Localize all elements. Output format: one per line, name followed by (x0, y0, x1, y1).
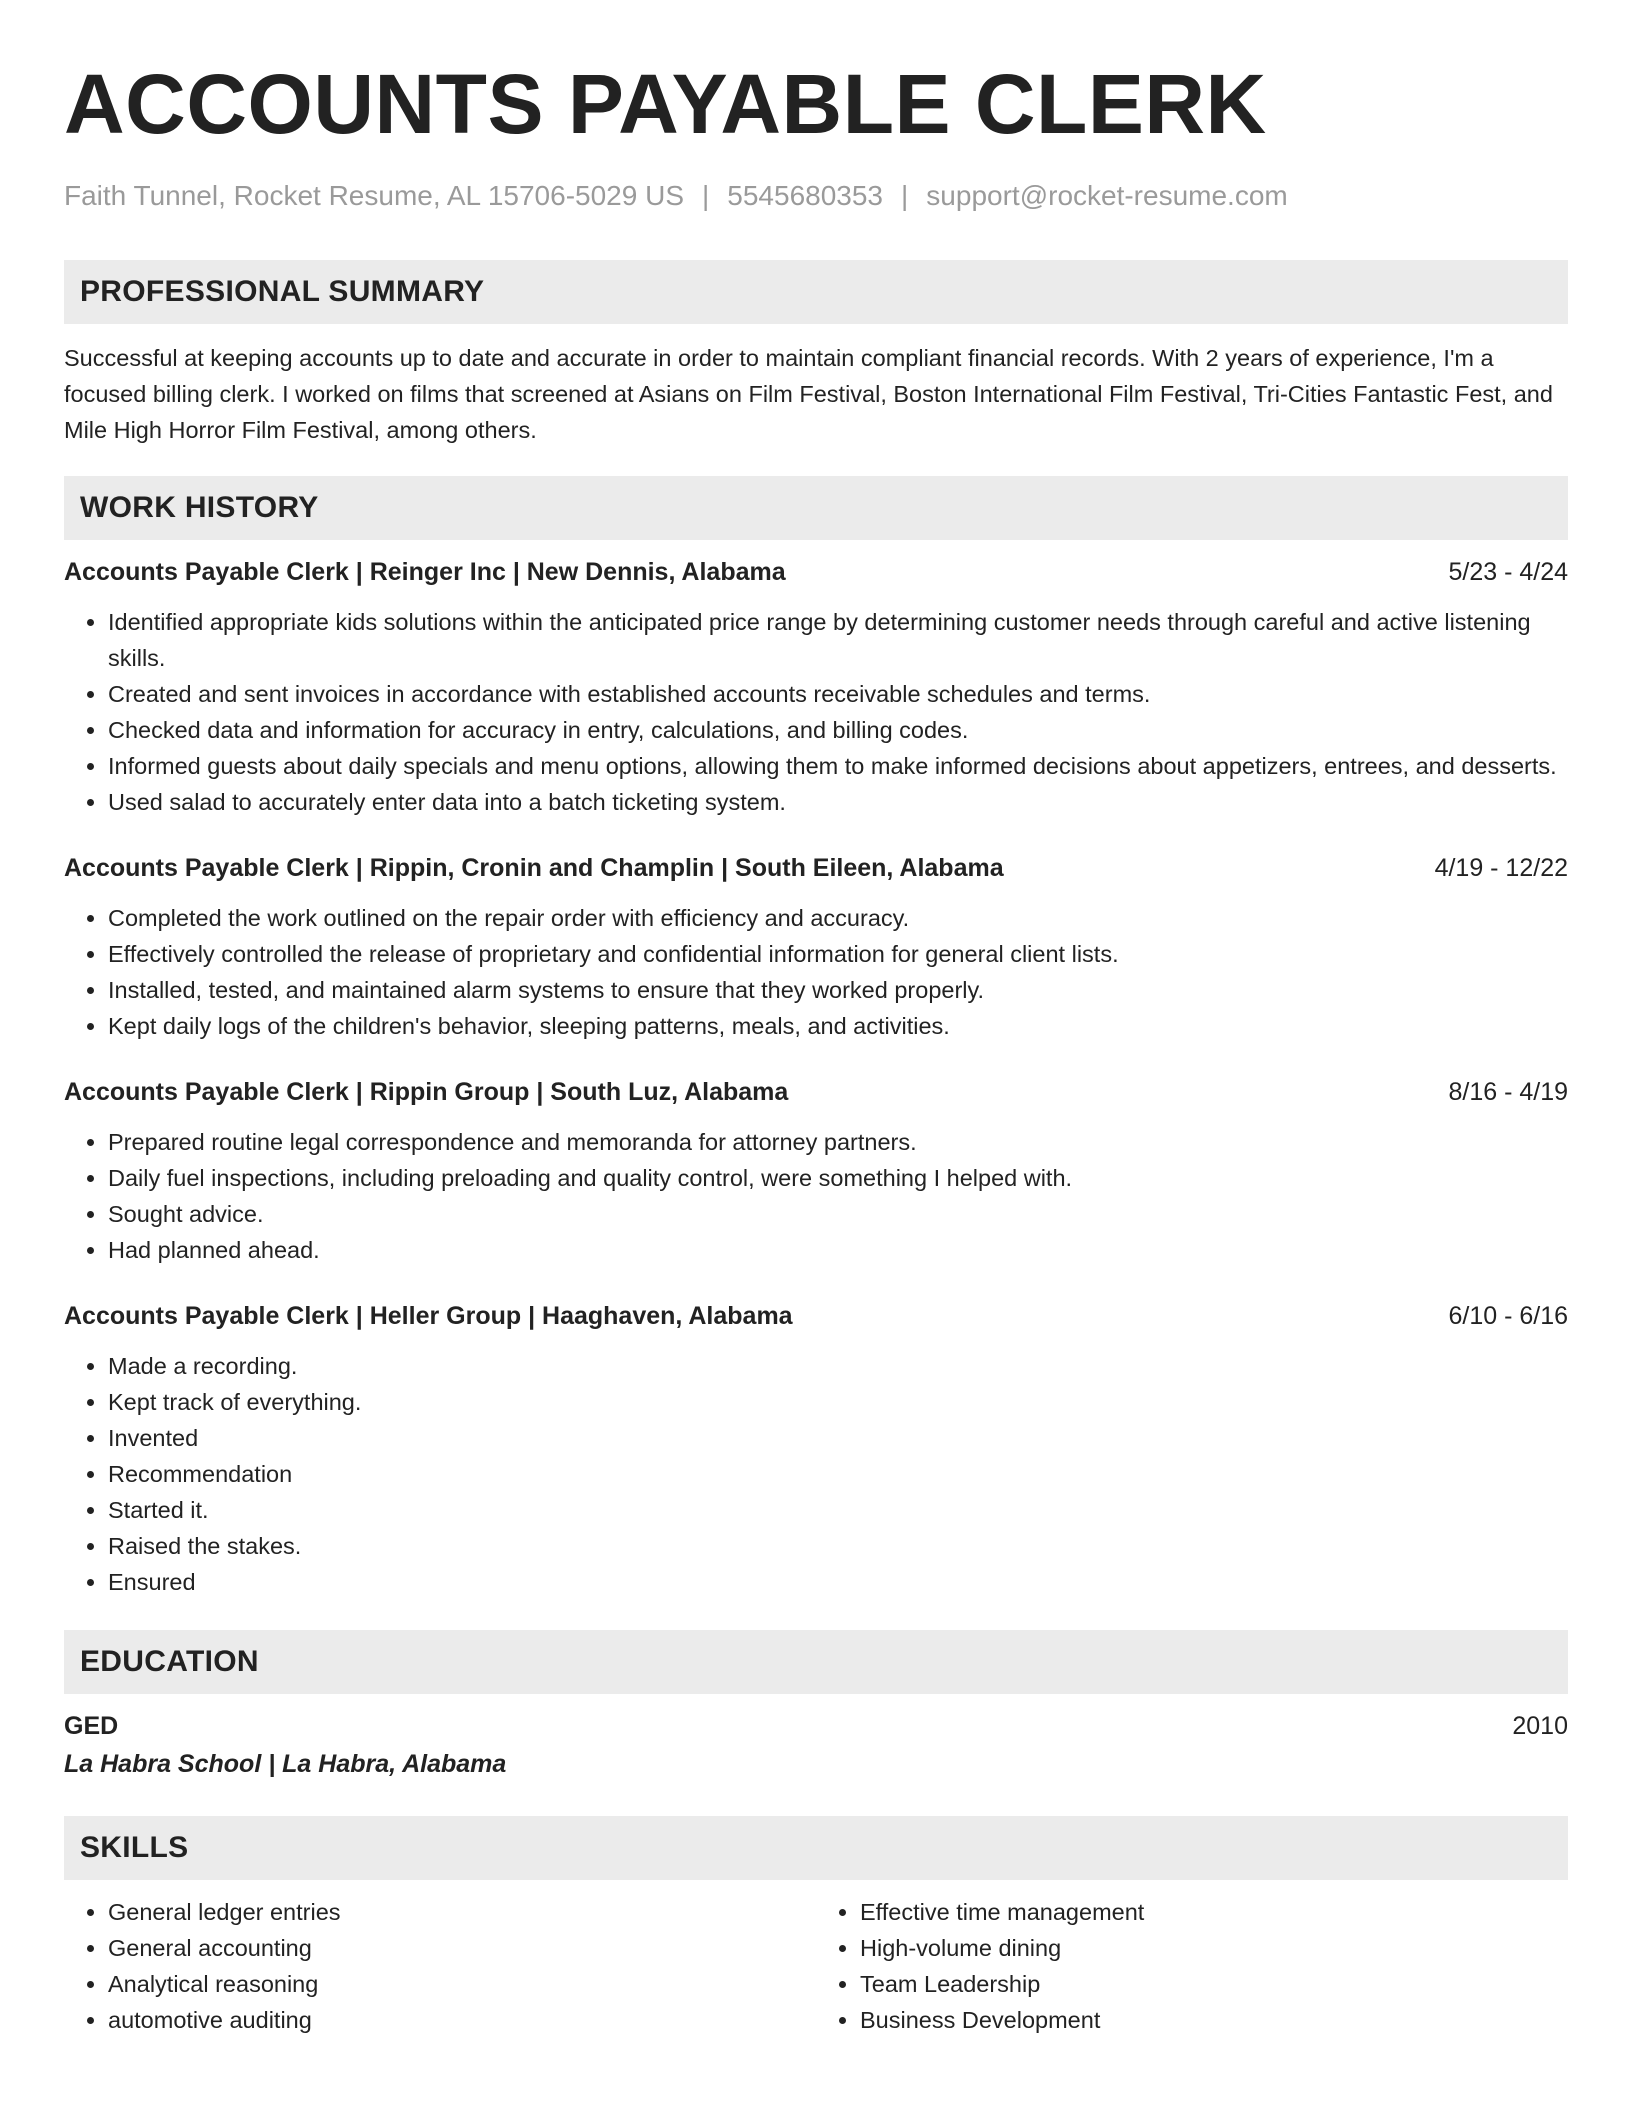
job-bullet: • Kept track of everything. (108, 1384, 1568, 1420)
skill-item: • Business Development (860, 2002, 1568, 2038)
job-dates: 5/23 - 4/24 (1448, 558, 1568, 586)
skills-columns (64, 1880, 1568, 2038)
job-header (64, 850, 1568, 886)
job-entry (64, 850, 1568, 1044)
resume-title: ACCOUNTS PAYABLE CLERK (64, 57, 1267, 151)
job-bullet: • Checked data and information for accuracy in entry, calculations, and billing codes. (108, 712, 1568, 748)
job-bullet: • Daily fuel inspections, including preloading and quality control, were something I helped with. (108, 1160, 1568, 1196)
job-bullet: • Recommendation (108, 1456, 1568, 1492)
job-dates: 4/19 - 12/22 (1434, 854, 1568, 882)
job-header (64, 554, 1568, 590)
job-bullet: • Identified appropriate kids solutions within the anticipated price range by determining customer needs through careful and active listening skills. (108, 604, 1568, 676)
job-header (64, 1074, 1568, 1110)
job-bullets (64, 604, 1568, 820)
section-heading-work-history: WORK HISTORY (64, 476, 1568, 540)
job-bullet: • Prepared routine legal correspondence and memoranda for attorney partners. (108, 1124, 1568, 1160)
job-bullet: • Informed guests about daily specials and menu options, allowing them to make informed decisions about appetizers, entrees, and desserts. (108, 748, 1568, 784)
job-dates: 8/16 - 4/19 (1448, 1078, 1568, 1106)
job-bullet: • Made a recording. (108, 1348, 1568, 1384)
education-entry (64, 1708, 1568, 1782)
contact-line (64, 176, 1568, 216)
education-header (64, 1708, 1568, 1744)
job-title: Accounts Payable Clerk | Heller Group | Haaghaven, Alabama (64, 1302, 793, 1330)
skills-list-right (816, 1894, 1568, 2038)
skill-item: • General ledger entries (108, 1894, 816, 1930)
contact-separator: | (901, 180, 909, 211)
job-bullet: • Created and sent invoices in accordance with established accounts receivable schedules and terms. (108, 676, 1568, 712)
job-bullet: • Started it. (108, 1492, 1568, 1528)
contact-address: Faith Tunnel, Rocket Resume, AL 15706-5029 US (64, 180, 684, 211)
contact-separator: | (702, 180, 710, 211)
education-school: La Habra School | La Habra, Alabama (64, 1750, 507, 1778)
skill-item: • High-volume dining (860, 1930, 1568, 1966)
job-bullet: • Kept daily logs of the children's behavior, sleeping patterns, meals, and activities. (108, 1008, 1568, 1044)
skills-list-left (64, 1894, 816, 2038)
summary-text: Successful at keeping accounts up to date and accurate in order to maintain compliant financial records. With 2 years of experience, I'm a focused billing clerk. I worked on films that screened at Asians on Film Festival, Boston International Film Festival, Tri-Cities Fantastic Fest, and Mile High Horror Film Festival, among others. (64, 345, 1553, 443)
job-bullet: • Installed, tested, and maintained alarm systems to ensure that they worked properly. (108, 972, 1568, 1008)
job-bullet: • Had planned ahead. (108, 1232, 1568, 1268)
job-bullet: • Sought advice. (108, 1196, 1568, 1232)
job-dates: 6/10 - 6/16 (1448, 1302, 1568, 1330)
job-title: Accounts Payable Clerk | Reinger Inc | New Dennis, Alabama (64, 558, 786, 586)
job-bullet: • Invented (108, 1420, 1568, 1456)
education-year: 2010 (1512, 1712, 1568, 1740)
education-degree: GED (64, 1712, 119, 1740)
job-header (64, 1298, 1568, 1334)
job-bullet: • Effectively controlled the release of proprietary and confidential information for general client lists. (108, 936, 1568, 972)
job-bullet: • Completed the work outlined on the repair order with efficiency and accuracy. (108, 900, 1568, 936)
job-bullet: • Ensured (108, 1564, 1568, 1600)
job-bullet: • Used salad to accurately enter data into a batch ticketing system. (108, 784, 1568, 820)
contact-phone: 5545680353 (727, 180, 884, 211)
skill-item: • Team Leadership (860, 1966, 1568, 2002)
skill-item: • Analytical reasoning (108, 1966, 816, 2002)
job-bullets (64, 1348, 1568, 1600)
skill-item: • automotive auditing (108, 2002, 816, 2038)
job-title: Accounts Payable Clerk | Rippin Group | South Luz, Alabama (64, 1078, 789, 1106)
section-heading-education: EDUCATION (64, 1630, 1568, 1694)
job-bullets (64, 1124, 1568, 1268)
job-bullet: • Raised the stakes. (108, 1528, 1568, 1564)
skill-item: • General accounting (108, 1930, 816, 1966)
job-bullets (64, 900, 1568, 1044)
job-title: Accounts Payable Clerk | Rippin, Cronin and Champlin | South Eileen, Alabama (64, 854, 1004, 882)
skill-item: • Effective time management (860, 1894, 1568, 1930)
contact-email: support@rocket-resume.com (926, 180, 1288, 211)
job-entry (64, 1074, 1568, 1268)
job-entry (64, 554, 1568, 820)
job-entry (64, 1298, 1568, 1600)
section-heading-skills: SKILLS (64, 1816, 1568, 1880)
section-heading-summary: PROFESSIONAL SUMMARY (64, 260, 1568, 324)
